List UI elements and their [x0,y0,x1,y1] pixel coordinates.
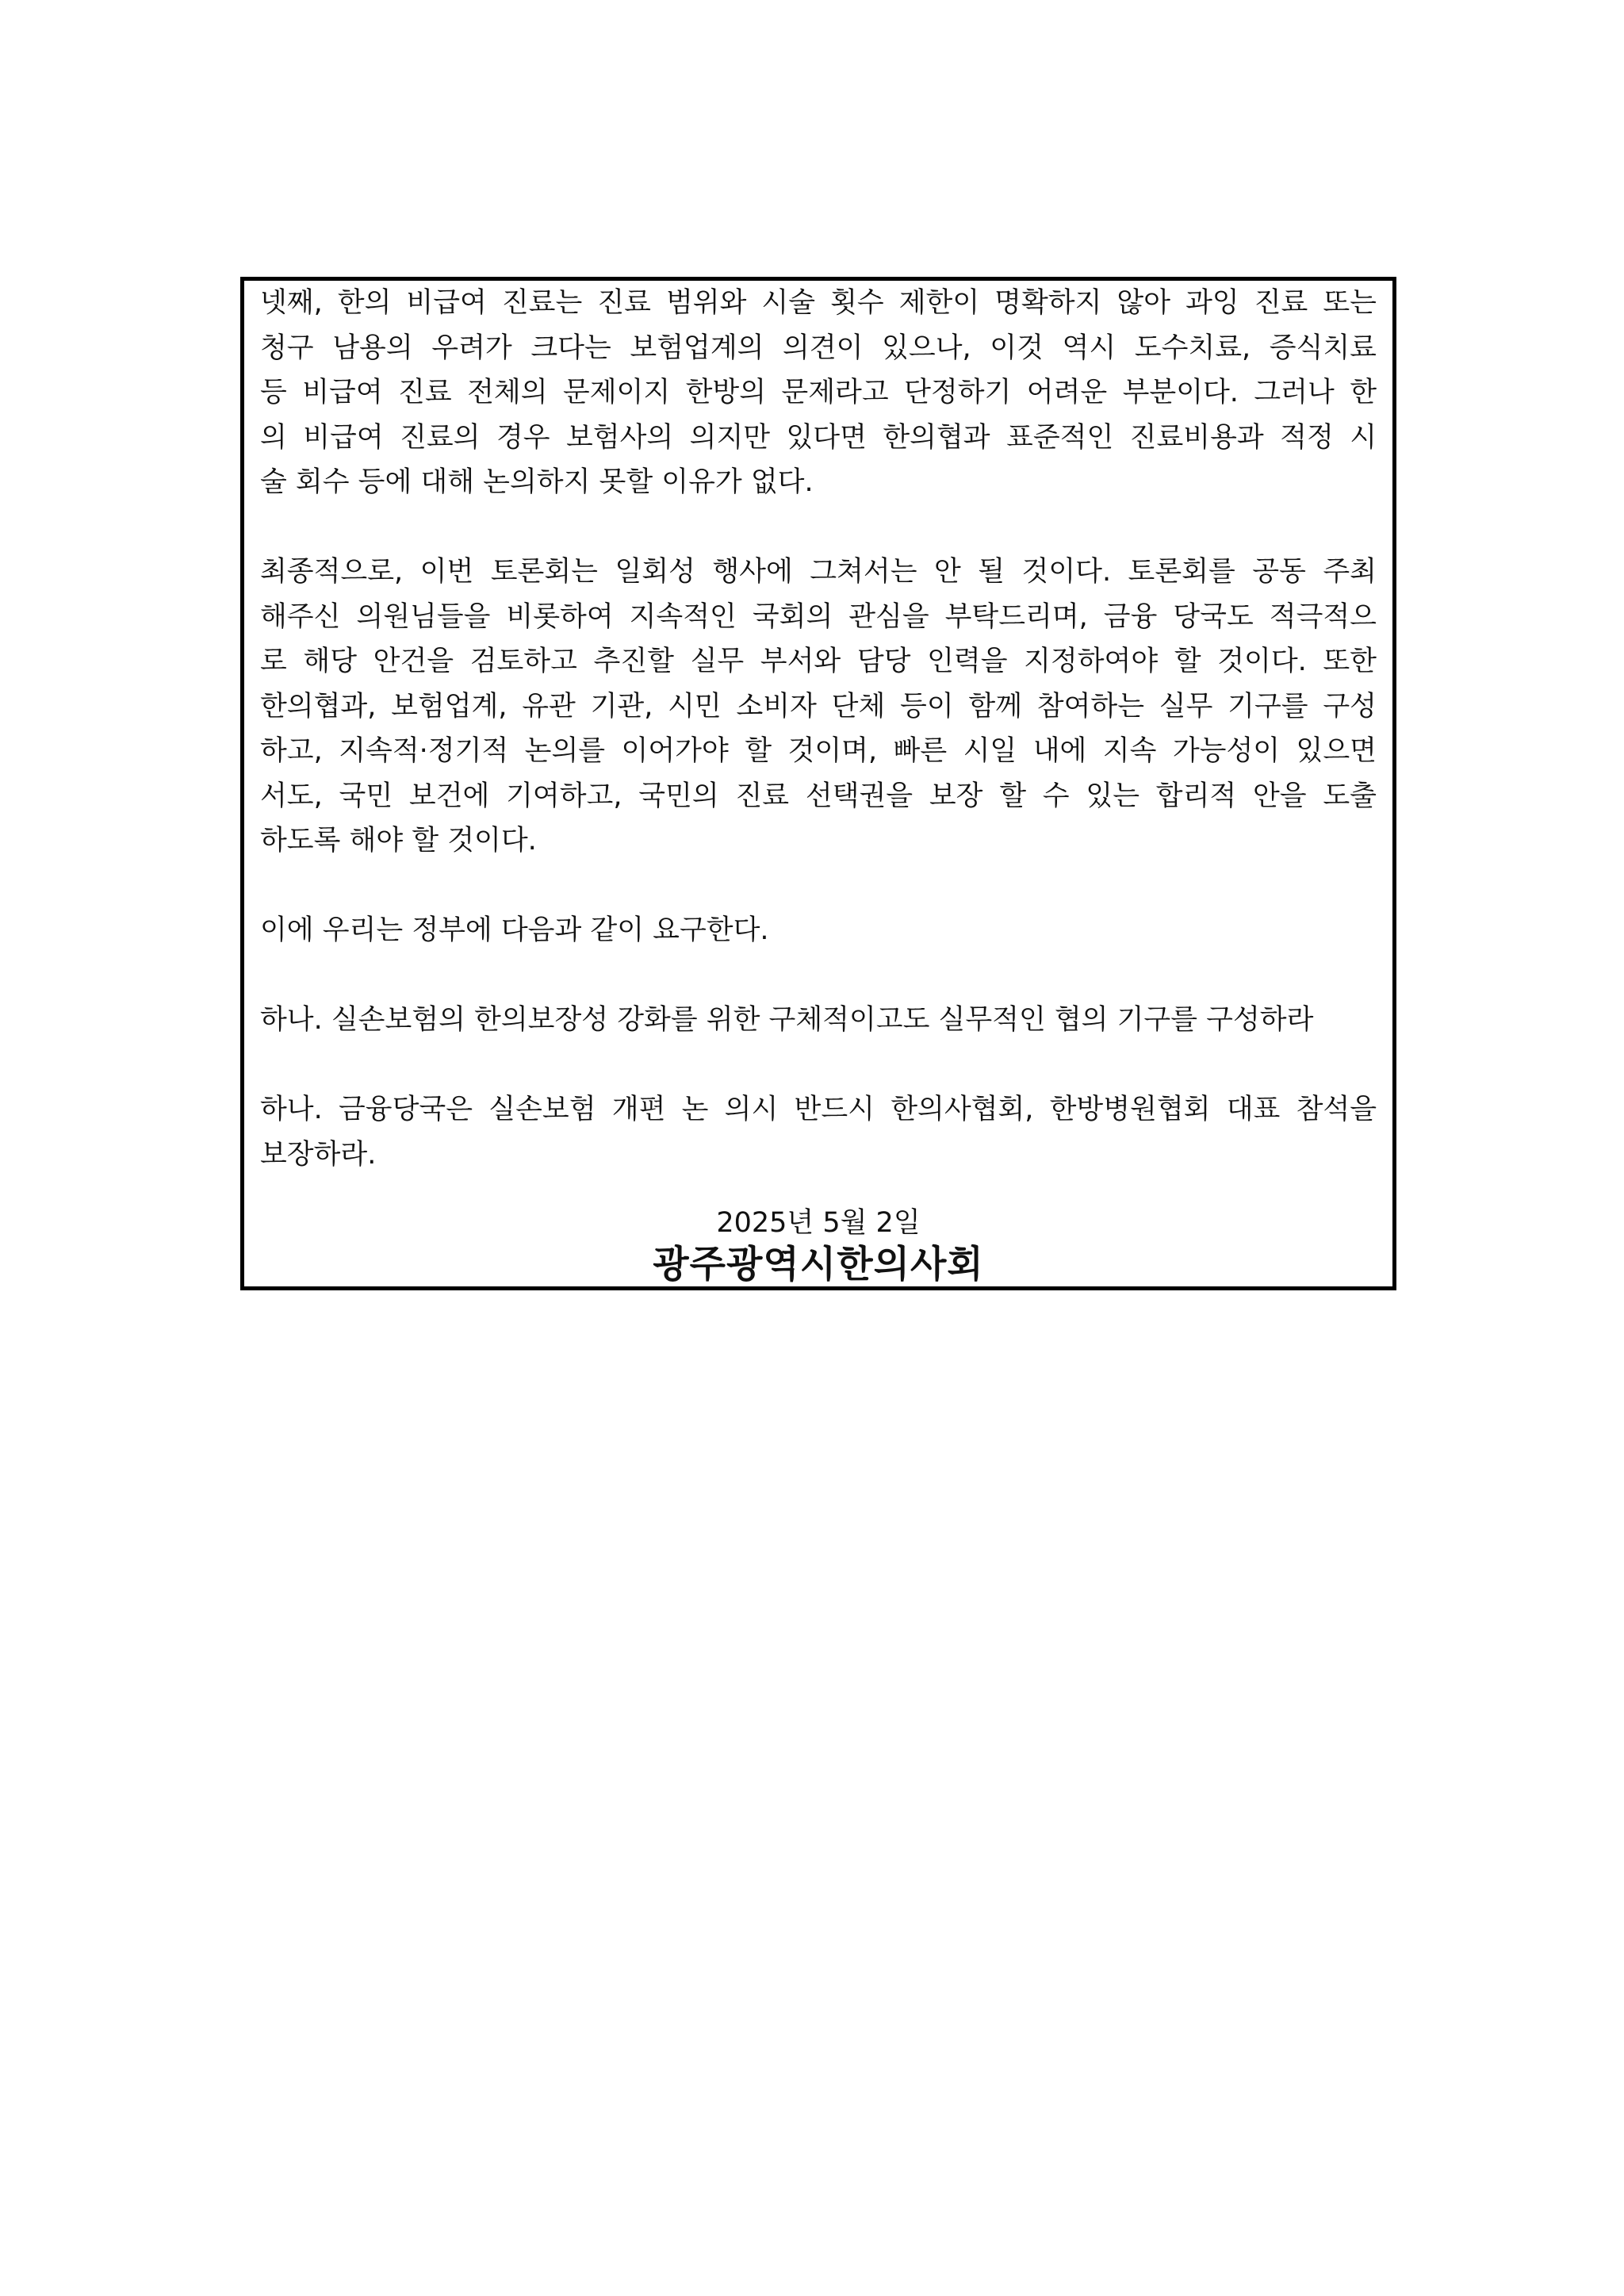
paragraph-gap [260,505,1377,550]
statement-date: 2025년 5월 2일 [716,1207,921,1239]
text-line: 넷째, 한의 비급여 진료는 진료 범위와 시술 횟수 제한이 명확하지 않아 과잉 진료 또는 [260,287,1377,319]
text-line: 로 해당 안건을 검토하고 추진할 실무 부서와 담당 인력을 지정하여야 할 것이다. 또한 [260,646,1377,677]
paragraph-conclusion [260,550,1377,864]
text-line: 하나. 실손보험의 한의보장성 강화를 위한 구체적이고도 실무적인 협의 기구를 구성하라 [260,1004,1314,1036]
text-line: 최종적으로, 이번 토론회는 일회성 행사에 그쳐서는 안 될 것이다. 토론회를 공동 주최 [260,556,1377,588]
demand-item-2 [260,1087,1377,1177]
text-line: 하나. 금융당국은 실손보험 개편 논 의시 반드시 한의사협회, 한방병원협회 대표 참석을 [260,1094,1377,1125]
text-line: 보장하라. [260,1138,377,1171]
paragraph-demand-intro [260,908,1377,953]
paragraph-gap [260,864,1377,909]
paragraph-gap [260,1043,1377,1088]
paragraph-gap [260,953,1377,999]
text-line: 의 비급여 진료의 경우 보험사의 의지만 있다면 한의협과 표준적인 진료비용과 적정 시 [260,421,1377,454]
text-line: 하고, 지속적·정기적 논의를 이어가야 할 것이며, 빠른 시일 내에 지속 가능성이 있으면 [260,735,1377,767]
statement-box [240,277,1396,1290]
text-line: 서도, 국민 보건에 기여하고, 국민의 진료 선택권을 보장 할 수 있는 합리적 안을 도출 [260,780,1377,812]
text-line: 청구 남용의 우려가 크다는 보험업계의 의견이 있으나, 이것 역시 도수치료, 증식치료 [260,332,1377,364]
text-line: 이에 우리는 정부에 다음과 같이 요구한다. [260,914,769,946]
text-line: 하도록 해야 할 것이다. [260,825,537,857]
paragraph-fourth-point [260,281,1377,505]
text-line: 한의협과, 보험업계, 유관 기관, 시민 소비자 단체 등이 함께 참여하는 실무 기구를 구성 [260,690,1377,723]
text-line: 등 비급여 진료 전체의 문제이지 한방의 문제라고 단정하기 어려운 부분이다. 그러나 한 [260,377,1377,408]
demand-item-1 [260,998,1377,1043]
statement-body [260,281,1377,1177]
text-line: 해주신 의원님들을 비롯하여 지속적인 국회의 관심을 부탁드리며, 금융 당국도 적극적으 [260,600,1377,633]
text-line: 술 회수 등에 대해 논의하지 못할 이유가 없다. [260,466,814,498]
organization-name: 광주광역시한의사회 [653,1243,984,1286]
